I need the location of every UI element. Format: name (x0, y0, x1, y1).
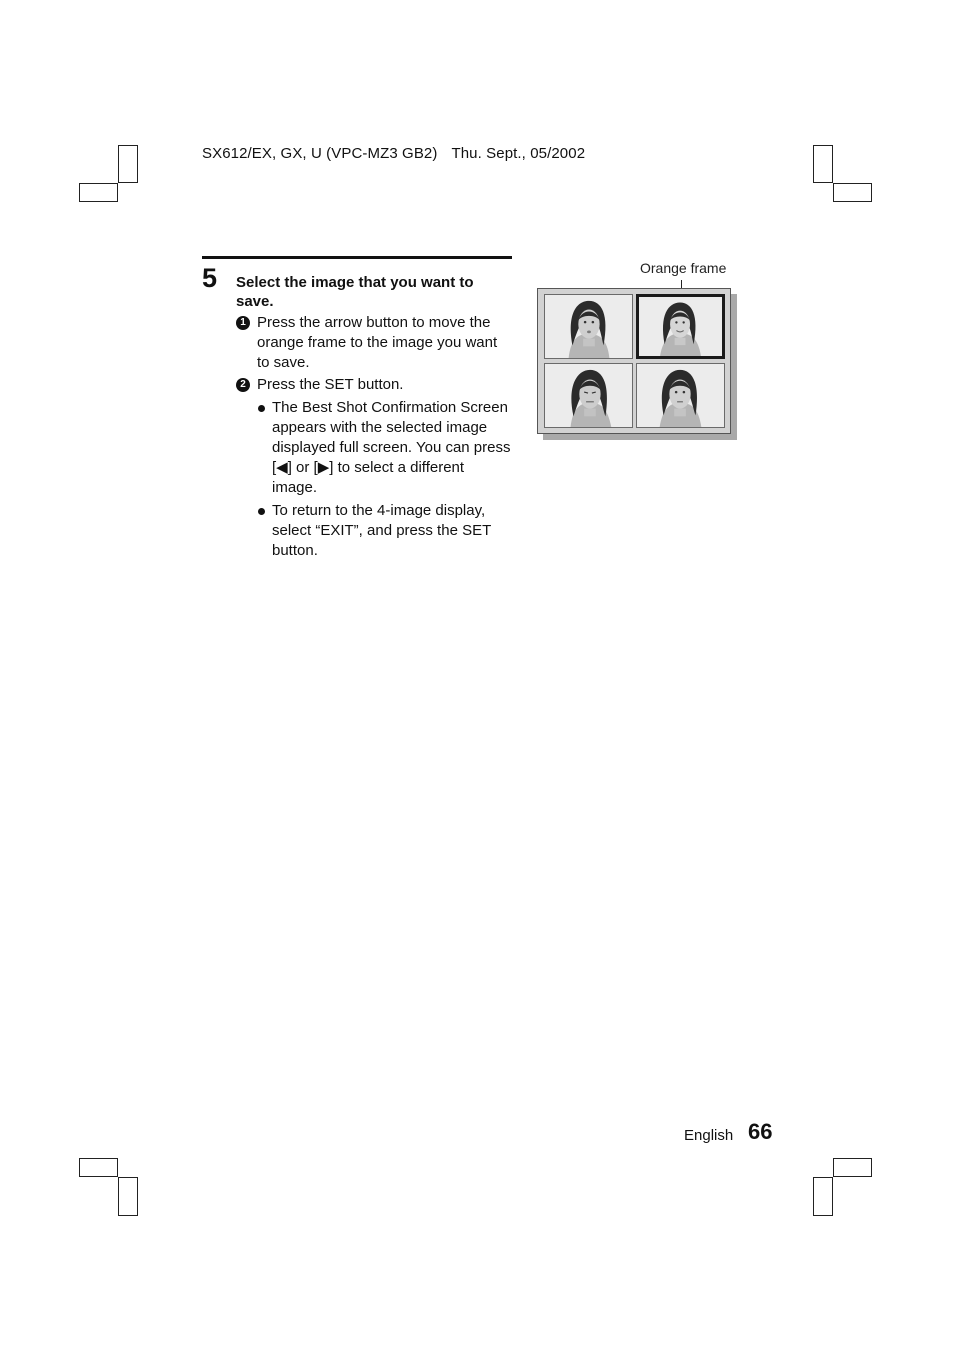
thumbnail-1 (544, 294, 633, 359)
crop-mark-top-left-vertical (118, 145, 138, 183)
orange-frame-callout: Orange frame (640, 260, 727, 276)
crop-mark-bottom-right-vertical (813, 1177, 833, 1216)
portrait-photo-icon (637, 364, 724, 427)
portrait-photo-icon (639, 297, 722, 356)
step-number: 5 (202, 263, 218, 293)
footer-language: English (684, 1127, 734, 1144)
portrait-photo-icon (545, 295, 632, 358)
crop-mark-top-right-horizontal (833, 183, 872, 202)
crop-mark-bottom-left-horizontal (79, 1158, 118, 1177)
substep-2 (236, 375, 512, 395)
step-title: Select the image that you want to save. (236, 274, 474, 310)
number-1-icon: 1 (236, 316, 250, 330)
step-divider (202, 256, 512, 259)
four-image-display (537, 288, 731, 434)
bullet-item (256, 398, 512, 498)
page-number: 66 (748, 1119, 773, 1144)
crop-mark-bottom-left-vertical (118, 1177, 138, 1216)
substep-2-text: Press the SET button. (257, 376, 404, 393)
number-2-icon: 2 (236, 378, 250, 392)
crop-mark-bottom-right-horizontal (833, 1158, 872, 1177)
bullet-icon (258, 405, 265, 412)
header-model: SX612/EX, GX, U (VPC-MZ3 GB2) (202, 145, 438, 162)
portrait-photo-icon (545, 364, 632, 427)
bullet-text-2: To return to the 4-image display, select “EXIT”, and press the SET button. (272, 502, 491, 559)
crop-mark-top-right-vertical (813, 145, 833, 183)
print-header (202, 145, 585, 162)
header-date: Thu. Sept., 05/2002 (451, 145, 586, 162)
substep-1-text: Press the arrow button to move the orange frame to the image you want to save. (257, 314, 498, 371)
thumbnail-4 (636, 363, 725, 428)
thumbnail-3 (544, 363, 633, 428)
crop-mark-top-left-horizontal (79, 183, 118, 202)
thumbnail-2-selected (636, 294, 725, 359)
bullet-text-1: The Best Shot Confirmation Screen appears with the selected image displayed full screen. You can press [◀] or [▶] to select a different image. (272, 399, 511, 496)
substep-1 (236, 313, 512, 373)
bullet-icon (258, 508, 265, 515)
bullet-item (256, 501, 512, 561)
